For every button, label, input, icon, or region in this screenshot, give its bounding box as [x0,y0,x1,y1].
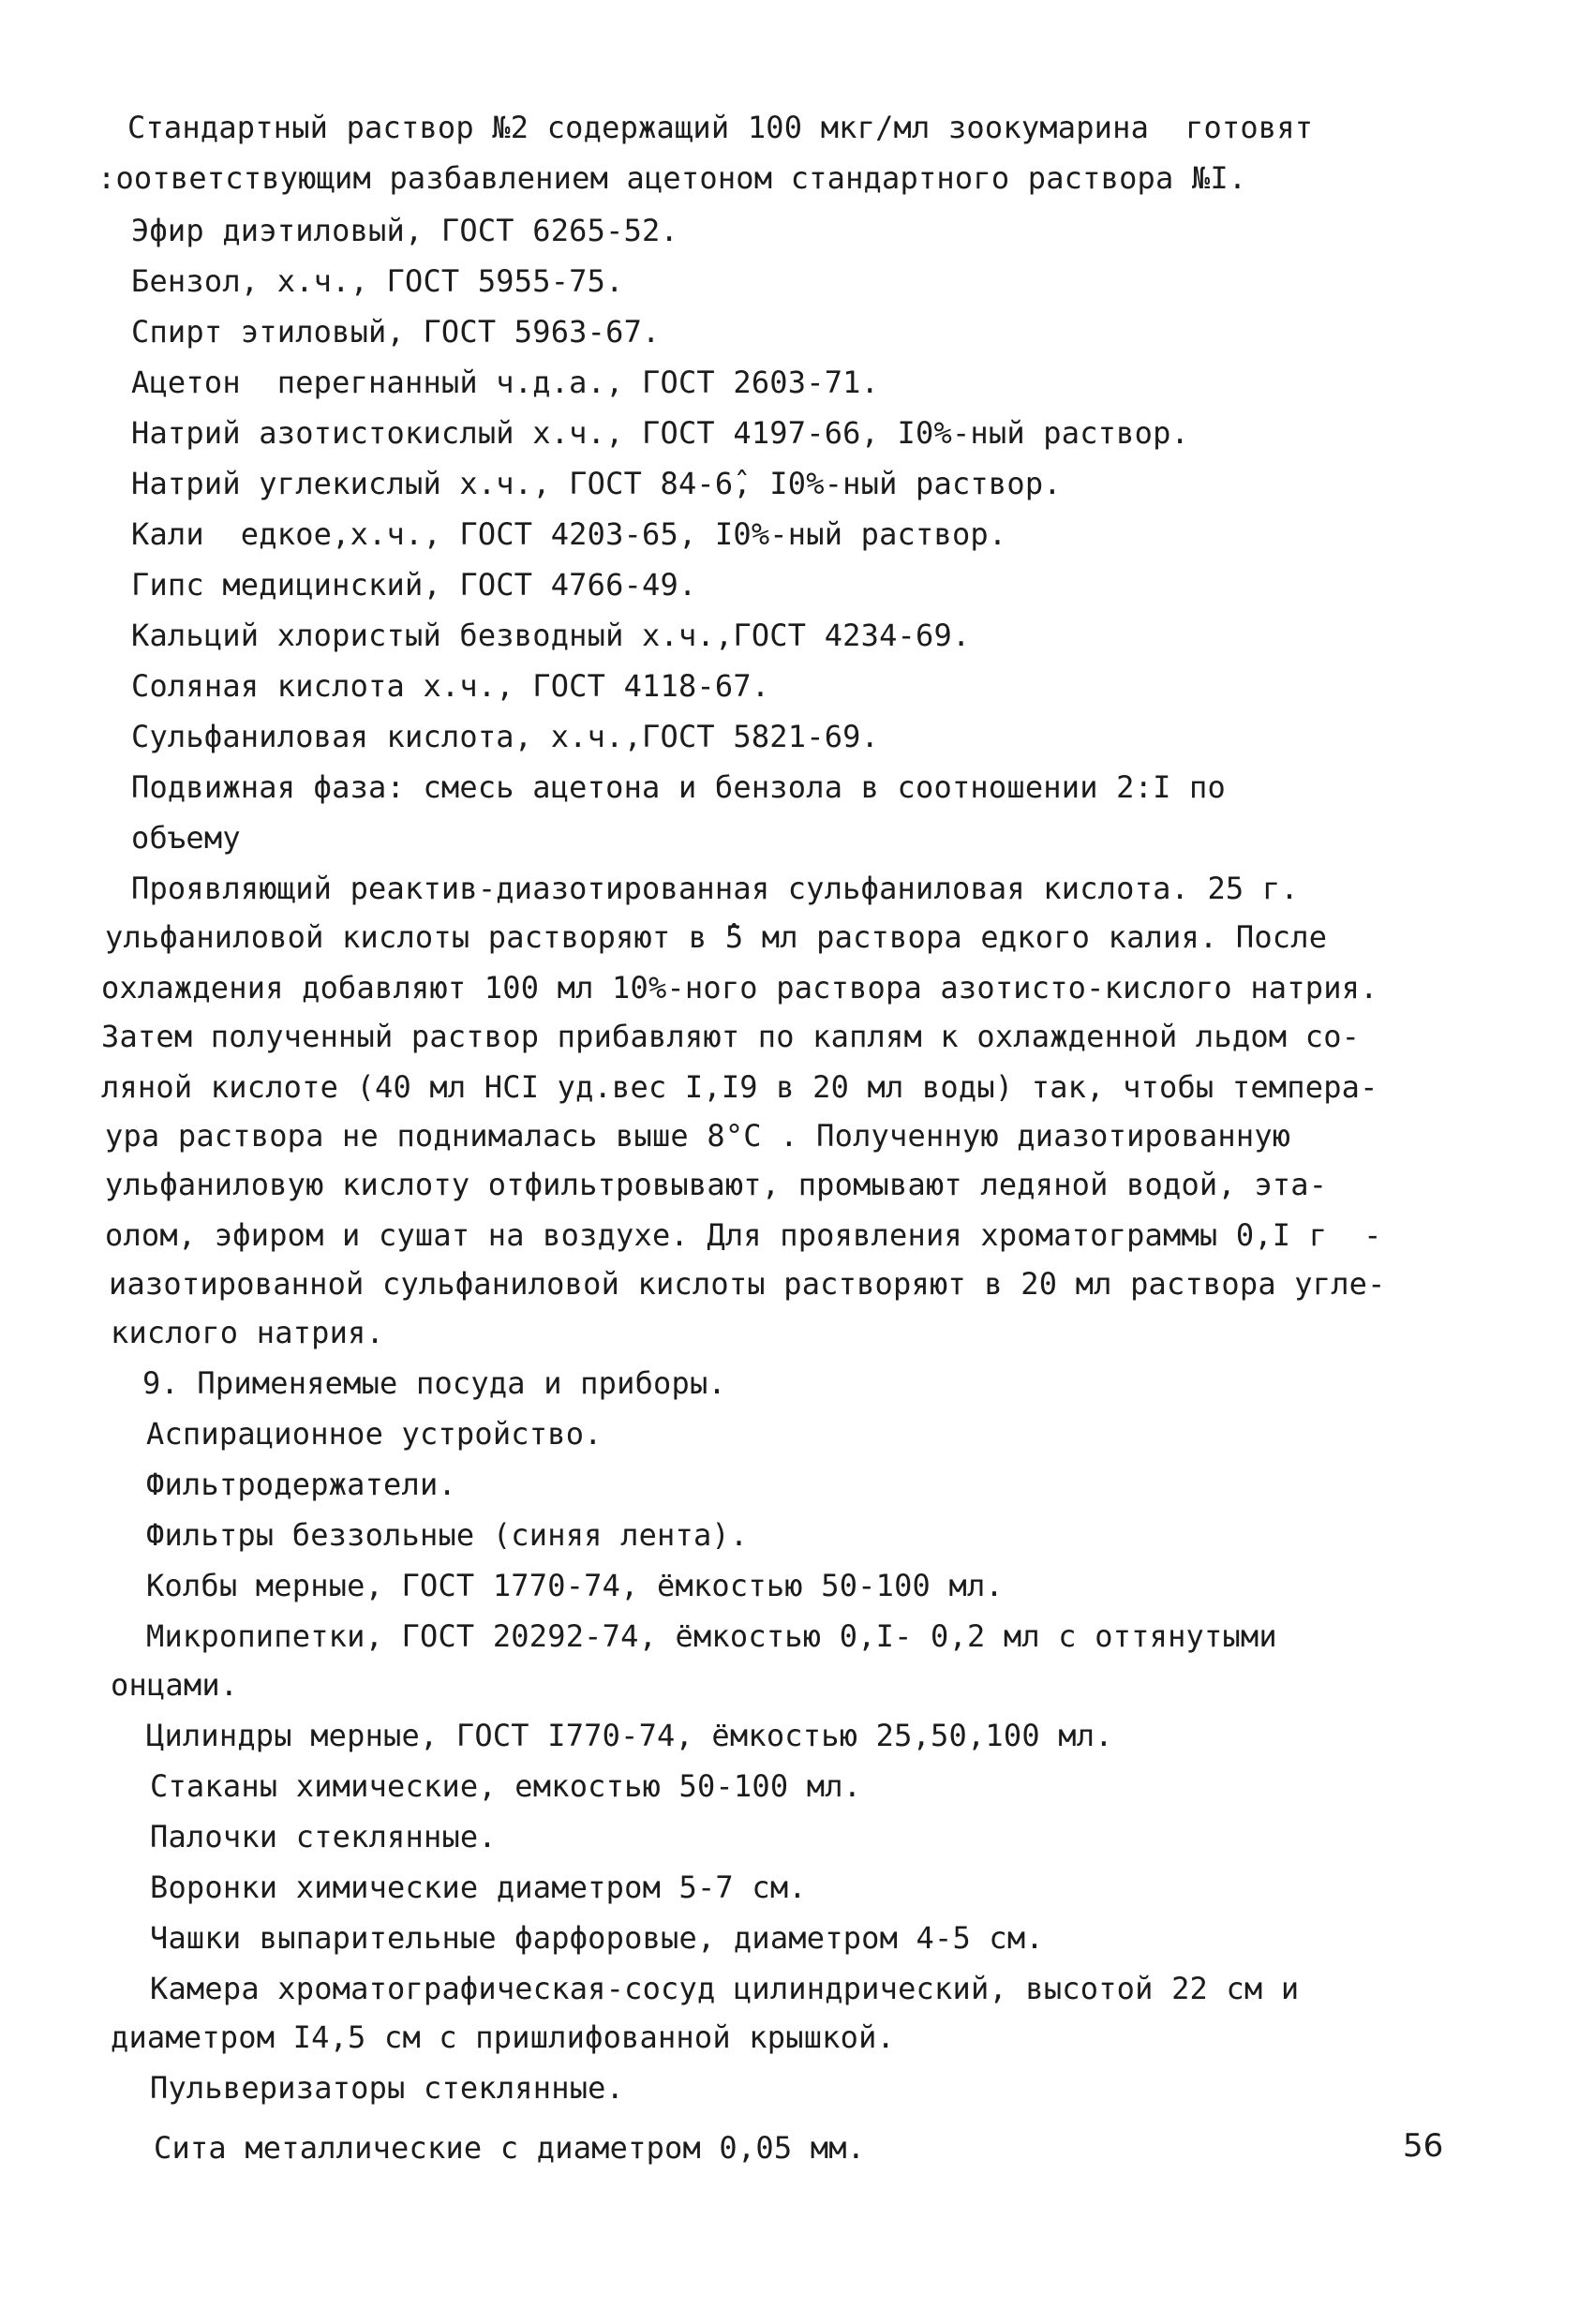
text-line: :оответствующим разбавлением ацетоном стандартного раствора №I. [97,160,1247,196]
text-line: Камера хроматографическая-сосуд цилиндрический, высотой 22 см и [150,1971,1300,2006]
text-line: Сульфаниловая кислота, х.ч.,ГОСТ 5821-69. [131,719,880,754]
text-line: Палочки стеклянные. [150,1819,497,1855]
text-line: олом, эфиром и сушат на воздухе. Для проявления хроматограммы 0,I г - [105,1217,1382,1253]
text-line: Эфир диэтиловый, ГОСТ 6265-52. [131,213,678,248]
text-line: Аспирационное устройство. [146,1416,603,1452]
text-line: Гипс медицинский, ГОСТ 4766-49. [131,567,697,603]
text-line: Натрий углекислый х.ч., ГОСТ 84-6̂, I0%-ный раствор. [131,466,1062,501]
text-line: ульфаниловую кислоту отфильтровывают, промывают ледяной водой, эта- [105,1167,1328,1202]
text-line: Колбы мерные, ГОСТ 1770-74, ёмкостью 50-100 мл. [146,1568,1004,1603]
text-line: иазотированной сульфаниловой кислоты растворяют в 20 мл раствора угле- [109,1266,1386,1302]
text-line: охлаждения добавляют 100 мл 10%-ного раствора азотисто-кислого натрия. [101,970,1378,1006]
page-number: 56 [1403,2127,1444,2165]
text-line: Проявляющий реактив-диазотированная сульфаниловая кислота. 25 г. [131,871,1299,906]
text-line: Цилиндры мерные, ГОСТ I770-74, ёмкостью 25,50,100 мл. [146,1718,1113,1753]
text-line: Микропипетки, ГОСТ 20292-74, ёмкостью 0,I- 0,2 мл с оттянутыми [146,1618,1277,1654]
text-line: Натрий азотистокислый х.ч., ГОСТ 4197-66, I0%-ный раствор. [131,415,1190,451]
text-line: Чашки выпарительные фарфоровые, диаметром 4-5 см. [150,1920,1044,1956]
text-line: онцами. [111,1667,239,1703]
text-line: 9. Применяемые посуда и приборы. [142,1365,726,1401]
text-line: диаметром I4,5 см с пришлифованной крышкой. [111,2019,896,2055]
text-line: Соляная кислота х.ч., ГОСТ 4118-67. [131,668,770,704]
text-line: Бензол, х.ч., ГОСТ 5955-75. [131,263,624,299]
text-line: Затем полученный раствор прибавляют по каплям к охлажденной льдом со- [101,1019,1361,1054]
text-line: ульфаниловой кислоты растворяют в ̂5 мл раствора едкого калия. После [105,919,1328,955]
text-line: объему [131,820,241,856]
text-line: Сита металлические с диаметром 0,05 мм. [154,2130,866,2166]
text-line: Фильтродержатели. [146,1467,456,1502]
text-line: Пульверизаторы стеклянные. [150,2070,625,2106]
text-line: Фильтры беззольные (синяя лента). [146,1517,749,1553]
text-line: Ацетон перегнанный ч.д.а., ГОСТ 2603-71. [131,365,880,400]
text-line: Стаканы химические, емкостью 50-100 мл. [150,1768,862,1804]
text-line: Кали едкое,х.ч., ГОСТ 4203-65, I0%-ный раствор. [131,516,1007,552]
text-line: Кальций хлористый безводный х.ч.,ГОСТ 4234-69. [131,618,971,653]
text-line: Стандартный раствор №2 содержащий 100 мкг/мл зоокумарина готовят [127,110,1314,145]
text-line: Подвижная фаза: смесь ацетона и бензола в соотношении 2:I по [131,769,1226,805]
text-line: кислого натрия. [111,1315,384,1350]
text-line: Воронки химические диаметром 5-7 см. [150,1870,807,1905]
text-line: ляной кислоте (40 мл HCI уд.вес I,I9 в 20 мл воды) так, чтобы темпера- [101,1069,1378,1105]
text-line: ура раствора не поднималась выше 8°C . Полученную диазотированную [105,1118,1291,1154]
text-line: Спирт этиловый, ГОСТ 5963-67. [131,314,661,350]
